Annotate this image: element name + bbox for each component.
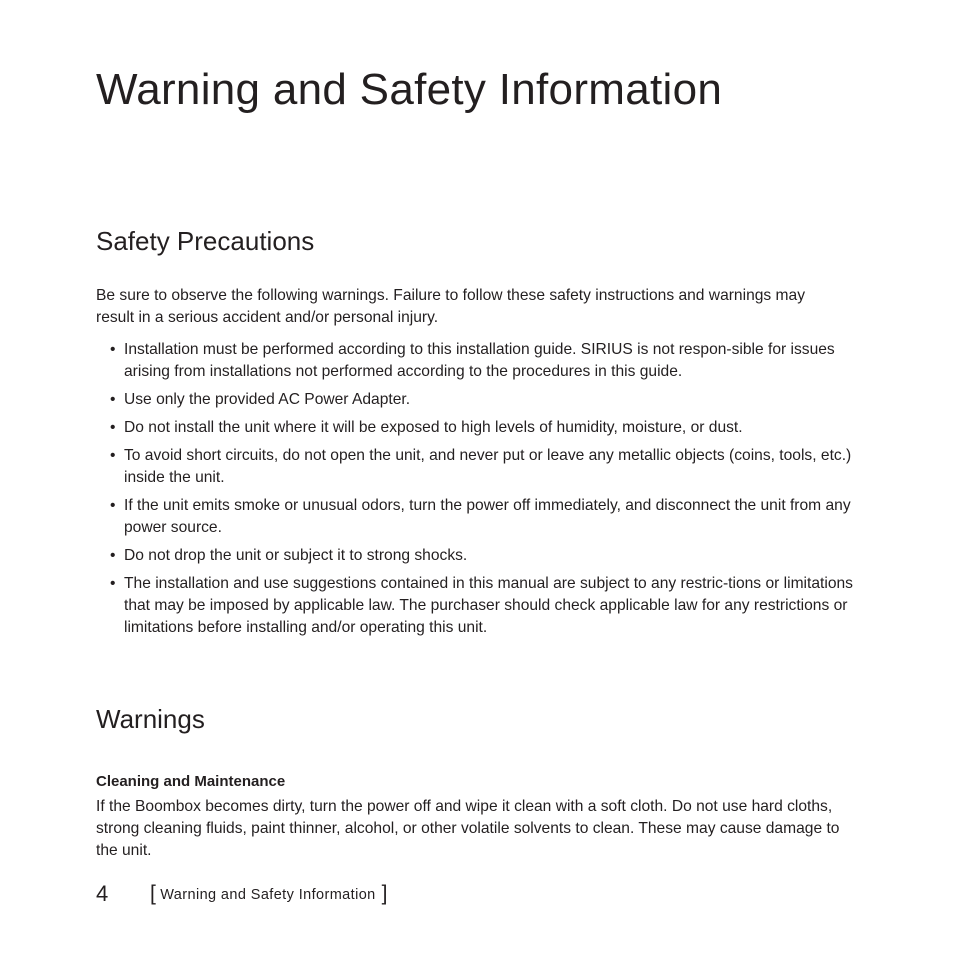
list-item-text: If the unit emits smoke or unusual odors, turn the power off immediately, and disconnect the unit from any power source.	[124, 497, 851, 536]
running-head	[150, 882, 388, 907]
safety-precautions-heading: Safety Precautions	[96, 226, 315, 256]
close-bracket: ]	[381, 882, 388, 905]
bullet-icon: •	[110, 341, 116, 358]
list-item-text: Use only the provided AC Power Adapter.	[124, 391, 411, 408]
bullet-icon: •	[110, 419, 116, 436]
list-item	[110, 445, 870, 489]
warnings-heading: Warnings	[96, 704, 205, 734]
list-item	[110, 495, 870, 539]
list-item-text: Do not install the unit where it will be exposed to high levels of humidity, moisture, or dust.	[124, 419, 743, 436]
list-item	[110, 389, 870, 411]
list-item-text: Installation must be performed according to this installation guide. SIRIUS is not respon-sible for issues arising from installations not performed according to the procedures in this guide.	[124, 341, 835, 380]
bullet-icon: •	[110, 575, 116, 592]
safety-precautions-list	[110, 339, 870, 645]
bullet-icon: •	[110, 447, 116, 464]
page-title: Warning and Safety Information	[96, 65, 723, 114]
list-item-text: Do not drop the unit or subject it to strong shocks.	[124, 547, 468, 564]
open-bracket: [	[150, 882, 157, 905]
list-item-text: The installation and use suggestions contained in this manual are subject to any restric-tions or limitations that may be imposed by applicable law. The purchaser should check applicable law for any restrictions or limitations before installing and/or operating this unit.	[124, 575, 853, 636]
list-item	[110, 339, 870, 383]
cleaning-maintenance-paragraph: If the Boombox becomes dirty, turn the power off and wipe it clean with a soft cloth. Do not use hard cloths, strong cleaning fluids, paint thinner, alcohol, or other volatile solvents to clean. These may cause damage to the unit.	[96, 798, 840, 859]
bullet-icon: •	[110, 547, 116, 564]
list-item	[110, 417, 870, 439]
safety-intro-paragraph: Be sure to observe the following warnings. Failure to follow these safety instructions and warnings may result in a serious accident and/or personal injury.	[96, 287, 806, 326]
list-item	[110, 573, 870, 639]
running-head-label: Warning and Safety Information	[160, 887, 376, 903]
page-number: 4	[96, 881, 109, 906]
cleaning-maintenance-heading: Cleaning and Maintenance	[96, 773, 286, 790]
bullet-icon: •	[110, 391, 116, 408]
list-item	[110, 545, 870, 567]
list-item-text: To avoid short circuits, do not open the unit, and never put or leave any metallic objects (coins, tools, etc.) inside the unit.	[124, 447, 852, 486]
bullet-icon: •	[110, 497, 116, 514]
